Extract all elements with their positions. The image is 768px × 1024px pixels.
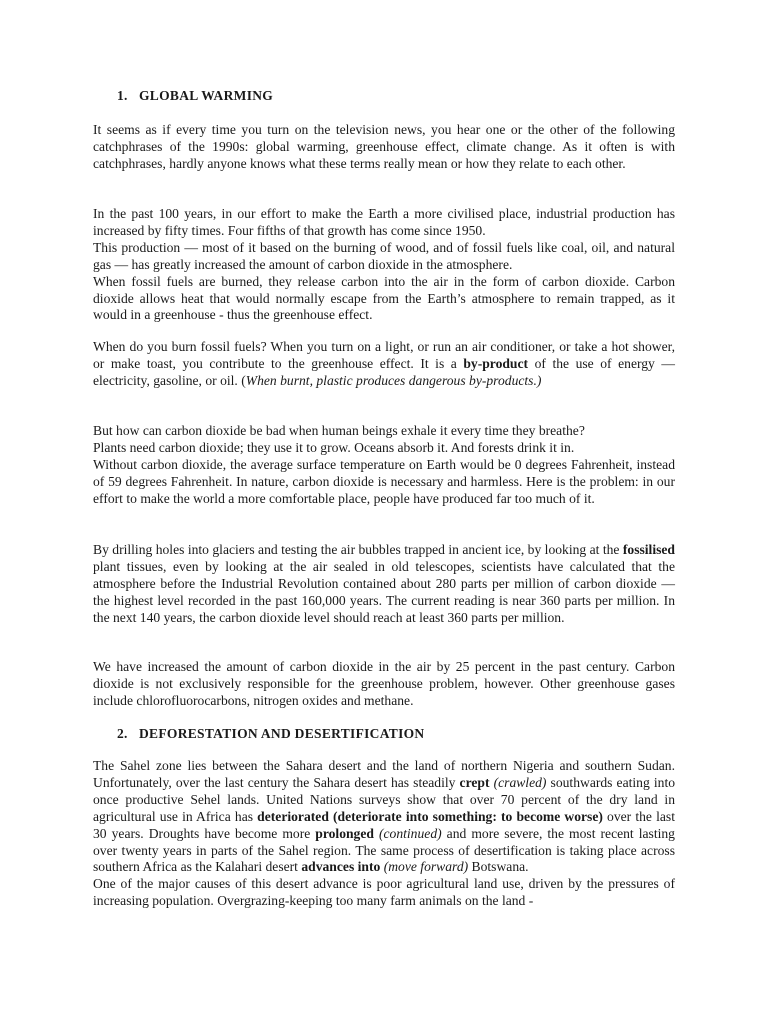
paragraph [93, 758, 675, 910]
text-run: over the last 30 years. Droughts have become more [93, 808, 675, 841]
paragraph-line: Plants need carbon dioxide; they use it to grow. Oceans absorb it. And forests drink it in. [93, 439, 575, 455]
paragraph [93, 423, 675, 508]
italic-note: (continued) [373, 825, 442, 841]
bold-term: advances into [301, 859, 381, 875]
paragraph [93, 339, 675, 390]
italic-note: (move forward) [380, 859, 469, 875]
bold-term: deteriorated (deteriorate into something: to become worse) [257, 808, 603, 824]
paragraph-line: This production — most of it based on the burning of wood, and of fossil fuels like coal, oil, and natural gas — has greatly increased the amount of carbon dioxide in the atmosphere. [93, 239, 675, 272]
italic-note: (crawled) [489, 774, 547, 790]
paragraph-line: Without carbon dioxide, the average surface temperature on Earth would be 0 degrees Fahrenheit, instead of 59 degrees Fahrenheit. In nature, carbon dioxide is necessary and harmless. Here is the problem: in our effort to make the world a more comfortable place, people have produced far too much of it. [93, 456, 675, 506]
bold-term: prolonged [315, 825, 374, 841]
paragraph [93, 206, 675, 324]
italic-note: When burnt, plastic produces dangerous by-products.) [245, 372, 542, 388]
text-run: By drilling holes into glaciers and testing the air bubbles trapped in ancient ice, by looking at the [93, 542, 623, 557]
text-run: and more severe, the most recent lasting over twenty years in parts of the Sahel region. The same process of desertification is taking place across southern Africa as the Kalahari desert [93, 825, 675, 875]
paragraph-line: One of the major causes of this desert advance is poor agricultural land use, driven by the pressures of increasing population. Overgrazing-keeping too many farm animals on the land - [93, 876, 675, 909]
text-run: When do you burn fossil fuels? When you turn on a light, or run an air conditioner, or take a hot shower, or make toast, you contribute to the greenhouse effect. It is a [93, 339, 675, 371]
paragraph-line: In the past 100 years, in our effort to make the Earth a more civilised place, industrial production has increased by fifty times. Four fifths of that growth has come since 1950. [93, 206, 675, 238]
bold-term: fossilised [622, 542, 675, 557]
paragraph: We have increased the amount of carbon dioxide in the air by 25 percent in the past century. Carbon dioxide is not exclusively responsible for the greenhouse problem, however. Other greenhouse gases include chlorofluorocarbons, nitrogen oxides and methane. [93, 659, 675, 708]
bold-term: crept [459, 774, 490, 790]
text-run: The Sahel zone lies between the Sahara desert and the land of northern Nigeria and southern Sudan. Unfortunately, over the last century the Sahara desert has steadily [93, 758, 675, 790]
section-title: GLOBAL WARMING [139, 88, 274, 103]
section-heading-global-warming [117, 88, 273, 104]
text-run: plant tissues, even by looking at the air sealed in old telescopes, scientists have calculated that the atmosphere before the Industrial Revolution contained about 280 parts per million of carbon dioxide — the highest level recorded in the past 160,000 years. The current reading is near 360 parts per million. In the next 140 years, the carbon dioxide level should reach at least 360 parts per million. [93, 558, 675, 625]
paragraph-line [93, 758, 675, 876]
paragraph-line: When fossil fuels are burned, they release carbon into the air in the form of carbon dioxide. Carbon dioxide allows heat that would normally escape from the Earth’s atmosphere to remain trapped, as it would in a greenhouse - thus the greenhouse effect. [93, 273, 675, 323]
text-run: of the use of energy — electricity, gasoline, or oil. ( [93, 355, 675, 388]
text-run: Botswana. [468, 859, 529, 875]
paragraph [93, 542, 675, 627]
section-number: 2. [117, 726, 128, 741]
section-title: DEFORESTATION AND DESERTIFICATION [139, 726, 425, 741]
section-number: 1. [117, 88, 128, 103]
section-heading-deforestation [117, 726, 424, 742]
text-run: southwards eating into once productive Sehel lands. United Nations surveys show that over 70 percent of the dry land in agricultural use in Africa has [93, 774, 676, 824]
paragraph: It seems as if every time you turn on the television news, you hear one or the other of the following catchphrases of the 1990s: global warming, greenhouse effect, climate change. As it often is with catchphrases, hardly anyone knows what these terms really mean or how they relate to each other. [93, 122, 675, 171]
bold-term: by-product [463, 355, 529, 371]
paragraph-line: But how can carbon dioxide be bad when human beings exhale it every time they breathe? [93, 423, 585, 438]
